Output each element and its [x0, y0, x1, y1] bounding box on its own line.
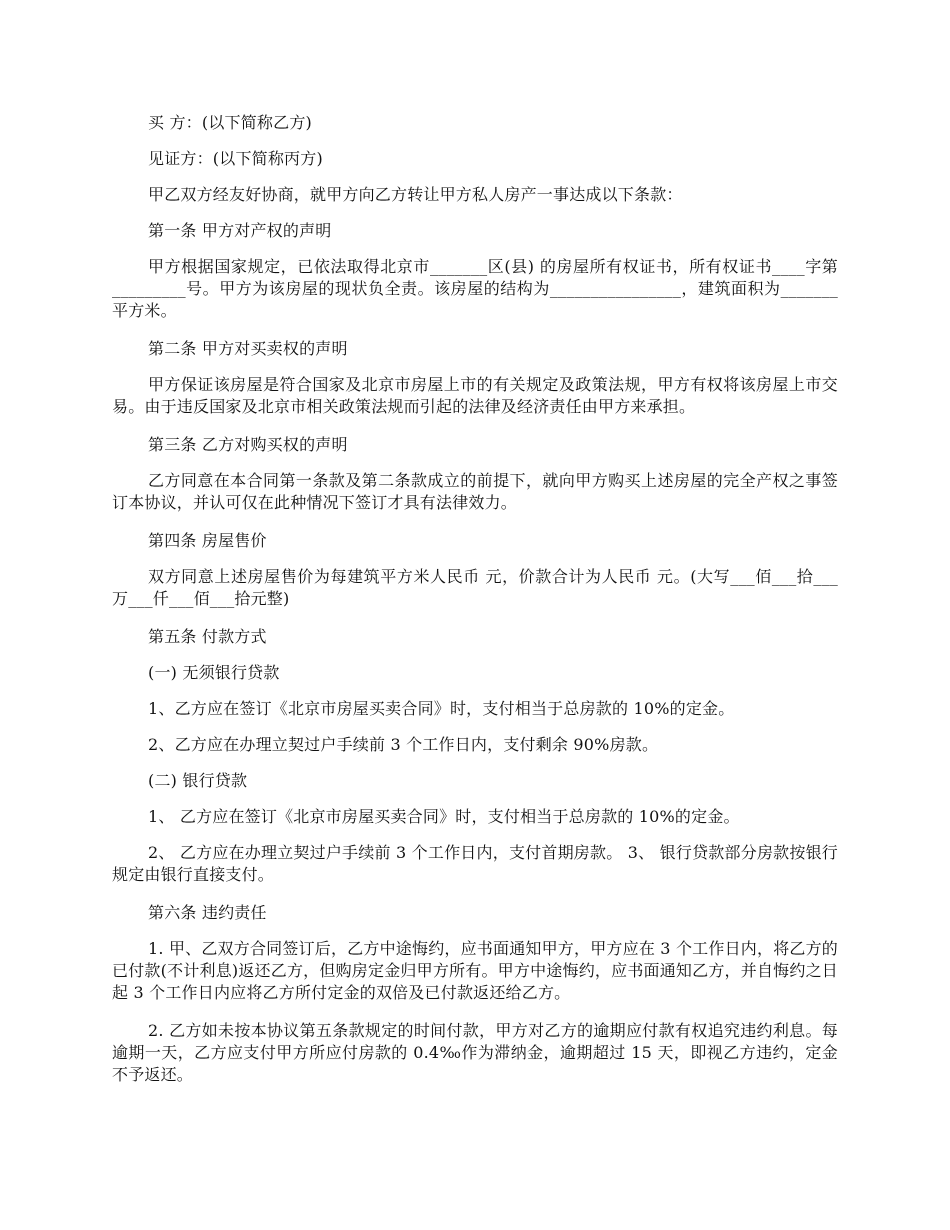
no-loan-item-2: 2、乙方应在办理立契过户手续前 3 个工作日内，支付剩余 90%房款。: [148, 735, 659, 754]
article-3-heading: 第三条 乙方对购买权的声明: [148, 435, 348, 454]
section-bank-loan-heading: (二) 银行贷款: [148, 771, 248, 790]
breach-clause-2: 2. 乙方如未按本协议第五条款规定的时间付款，甲方对乙方的逾期应付款有权追究违约利息。每逾期一天，乙方应支付甲方所应付房款的 0.4‰作为滞纳金，逾期超过 15 天，即视乙方违约，定金不予返还。: [112, 1021, 838, 1084]
article-2-heading: 第二条 甲方对买卖权的声明: [148, 339, 348, 358]
buyer-line: 买 方：(以下简称乙方): [148, 113, 312, 132]
bank-loan-item-1: 1、 乙方应在签订《北京市房屋买卖合同》时，支付相当于总房款的 10%的定金。: [148, 807, 740, 826]
section-no-loan-heading: (一) 无须银行贷款: [148, 663, 280, 682]
bank-loan-item-2-3: 2、 乙方应在办理立契过户手续前 3 个工作日内，支付首期房款。 3、 银行贷款部分房款按银行规定由银行直接支付。: [112, 843, 838, 884]
intro-paragraph: 甲乙双方经友好协商，就甲方向乙方转让甲方私人房产一事达成以下条款：: [148, 185, 683, 204]
witness-line: 见证方：(以下简称丙方): [148, 149, 323, 168]
article-4-body: 双方同意上述房屋售价为每建筑平方米人民币 元，价款合计为人民币 元。(大写___佰___拾___万___仟___佰___拾元整): [112, 567, 838, 608]
article-6-heading: 第六条 违约责任: [148, 903, 267, 922]
article-2-body: 甲方保证该房屋是符合国家及北京市房屋上市的有关规定及政策法规，甲方有权将该房屋上市交易。由于违反国家及北京市相关政策法规而引起的法律及经济责任由甲方来承担。: [112, 375, 838, 416]
article-1-heading: 第一条 甲方对产权的声明: [148, 221, 332, 240]
article-5-heading: 第五条 付款方式: [148, 627, 267, 646]
no-loan-item-1: 1、乙方应在签订《北京市房屋买卖合同》时，支付相当于总房款的 10%的定金。: [148, 699, 735, 718]
article-4-heading: 第四条 房屋售价: [148, 531, 267, 550]
article-3-body: 乙方同意在本合同第一条款及第二条款成立的前提下，就向甲方购买上述房屋的完全产权之事签订本协议，并认可仅在此种情况下签订才具有法律效力。: [112, 471, 838, 512]
breach-clause-1: 1. 甲、乙双方合同签订后，乙方中途悔约，应书面通知甲方，甲方应在 3 个工作日内，将乙方的已付款(不计利息)返还乙方，但购房定金归甲方所有。甲方中途悔约，应书面通知乙方，并自悔约之日起 3 个工作日内应将乙方所付定金的双倍及已付款返还给乙方。: [112, 939, 838, 1002]
article-1-body: 甲方根据国家规定，已依法取得北京市_______区(县) 的房屋所有权证书，所有权证书____字第_________号。甲方为该房屋的现状负全责。该房屋的结构为________________，建筑面积为_______平方米。: [112, 257, 838, 320]
